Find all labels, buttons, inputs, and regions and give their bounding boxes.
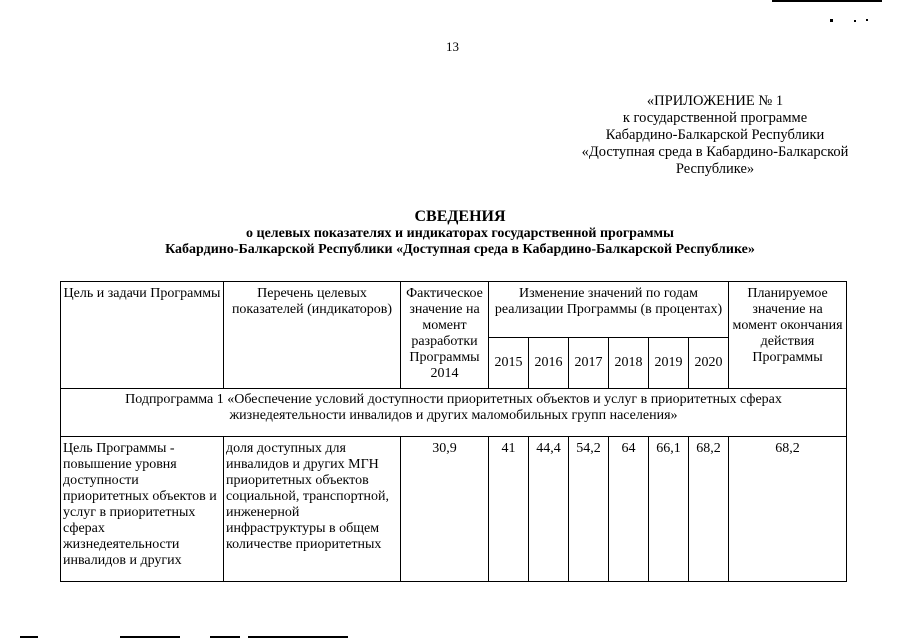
appendix-line: «ПРИЛОЖЕНИЕ № 1 bbox=[646, 93, 784, 109]
year-value-cell: 68,2 bbox=[689, 437, 729, 582]
page-number: 13 bbox=[446, 39, 459, 54]
planned-value-cell: 68,2 bbox=[729, 437, 847, 582]
header-actual: Фактическое значение на момент разработки Программы 2014 bbox=[401, 282, 489, 389]
scan-artifact-dot bbox=[830, 19, 833, 22]
scan-artifact-bottom bbox=[248, 636, 348, 638]
scan-artifact-top bbox=[772, 0, 882, 2]
year-value-cell: 66,1 bbox=[649, 437, 689, 582]
year-value-cell: 41 bbox=[489, 437, 529, 582]
scan-artifact-dot bbox=[866, 19, 868, 21]
goal-cell: Цель Программы - повышение уровня доступности приоритетных объектов и услуг в приоритетных сферах жизнедеятельности инвалидов и других bbox=[61, 437, 224, 582]
scan-artifact-dot bbox=[854, 20, 856, 22]
year-value-cell: 64 bbox=[609, 437, 649, 582]
appendix-line: Кабардино-Балкарской Республики bbox=[605, 127, 825, 143]
header-year: 2017 bbox=[569, 338, 609, 389]
appendix-line: Республике» bbox=[675, 161, 755, 177]
scan-artifact-bottom bbox=[120, 636, 180, 638]
scan-artifact-bottom bbox=[210, 636, 240, 638]
header-year: 2020 bbox=[689, 338, 729, 389]
title-heading: СВЕДЕНИЯ bbox=[414, 208, 506, 225]
title-subtitle: Кабардино-Балкарской Республики «Доступная среда в Кабардино-Балкарской Республике» bbox=[165, 242, 755, 257]
appendix-line: «Доступная среда в Кабардино-Балкарской bbox=[581, 144, 849, 160]
document-title bbox=[0, 208, 905, 258]
title-subtitle: о целевых показателях и индикаторах государственной программы bbox=[246, 226, 674, 241]
appendix-block bbox=[560, 93, 870, 178]
header-planned: Планируемое значение на момент окончания действия Программы bbox=[729, 282, 847, 389]
year-value-cell: 44,4 bbox=[529, 437, 569, 582]
header-year: 2016 bbox=[529, 338, 569, 389]
header-indicators: Перечень целевых показателей (индикаторов) bbox=[224, 282, 401, 389]
appendix-line: к государственной программе bbox=[622, 110, 808, 126]
indicators-table bbox=[60, 281, 847, 582]
scan-artifact-bottom bbox=[20, 636, 38, 638]
header-year: 2019 bbox=[649, 338, 689, 389]
header-year: 2018 bbox=[609, 338, 649, 389]
indicator-cell: доля доступных для инвалидов и других МГН приоритетных объектов социальной, транспортной, инженерной инфраструктуры в общем количестве приоритетных bbox=[224, 437, 401, 582]
header-goal: Цель и задачи Программы bbox=[61, 282, 224, 389]
header-year: 2015 bbox=[489, 338, 529, 389]
subprogram-row: Подпрограмма 1 «Обеспечение условий доступности приоритетных объектов и услуг в приоритетных сферах жизнедеятельности инвалидов и других маломобильных групп населения» bbox=[61, 389, 847, 437]
header-change: Изменение значений по годам реализации Программы (в процентах) bbox=[489, 282, 729, 338]
actual-value-cell: 30,9 bbox=[401, 437, 489, 582]
year-value-cell: 54,2 bbox=[569, 437, 609, 582]
